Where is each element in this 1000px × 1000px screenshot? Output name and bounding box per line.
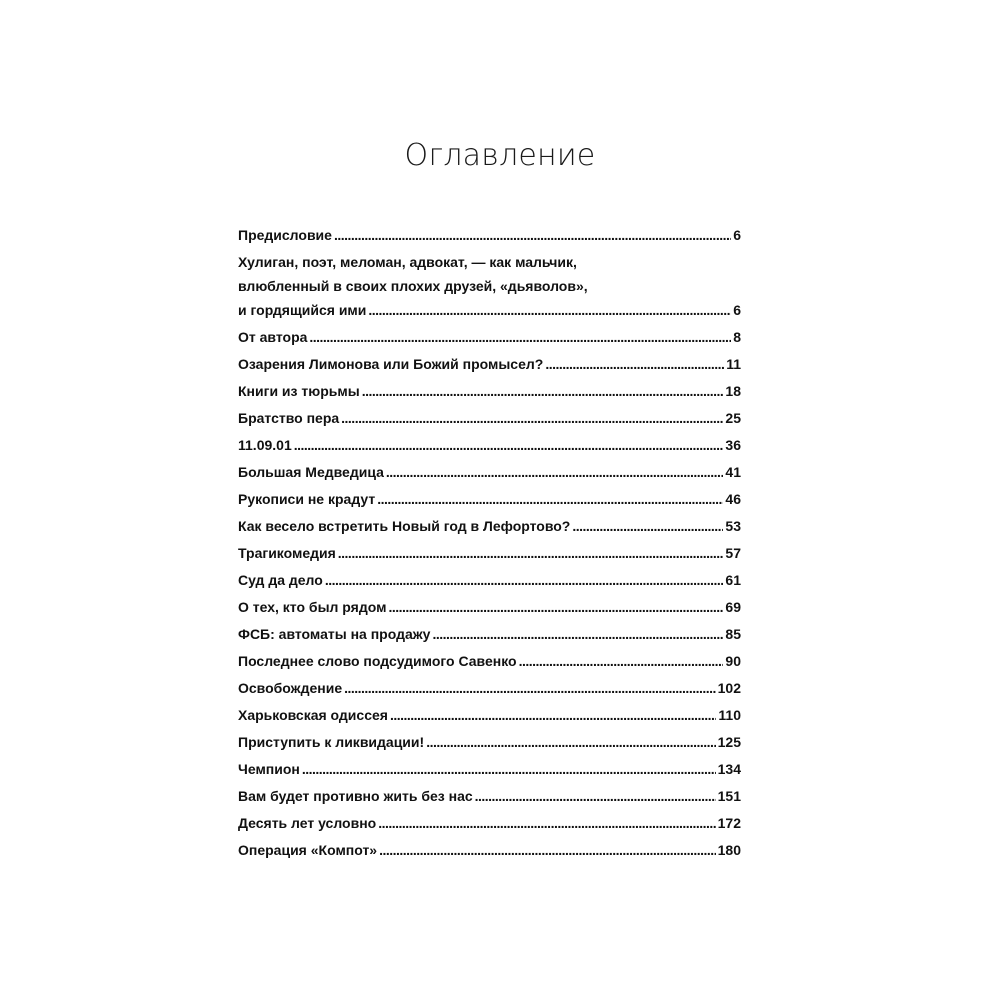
toc-dot-leader: [377, 487, 723, 511]
toc-entry-page: 8: [733, 329, 741, 345]
toc-entry: [238, 622, 741, 646]
toc-dot-leader: [572, 514, 723, 538]
toc-entry-page: 110: [718, 707, 741, 723]
toc-entry-title: Как весело встретить Новый год в Лефортово?: [238, 518, 571, 534]
toc-entry-title: 11.09.01: [238, 437, 292, 453]
toc-dot-leader: [341, 406, 723, 430]
toc-dot-leader: [545, 352, 724, 376]
toc-entry-title: Десять лет условно: [238, 815, 377, 831]
toc-entry: [238, 676, 741, 700]
toc-dot-leader: [519, 649, 724, 673]
toc-entry-page: 6: [733, 302, 741, 318]
toc-entry-page: 18: [725, 383, 741, 399]
toc-entry: [238, 325, 741, 349]
table-of-contents: [238, 223, 741, 865]
toc-dot-leader: [386, 460, 724, 484]
toc-entry: [238, 514, 741, 538]
toc-entry-page: 61: [725, 572, 741, 588]
toc-entry-title: Чемпион: [238, 761, 300, 777]
toc-entry-page: 25: [725, 410, 741, 426]
toc-entry: [238, 595, 741, 619]
toc-dot-leader: [309, 325, 731, 349]
toc-entry-title: Харьковская одиссея: [238, 707, 388, 723]
toc-dot-leader: [426, 730, 715, 754]
page-title: Оглавление: [404, 138, 596, 174]
toc-entry: [238, 352, 741, 376]
toc-entry-title: Трагикомедия: [238, 545, 336, 561]
toc-entry-title: ФСБ: автоматы на продажу: [238, 626, 431, 642]
toc-entry: [238, 487, 741, 511]
toc-entry-page: 172: [717, 815, 741, 831]
toc-entry-page: 134: [717, 761, 741, 777]
toc-dot-leader: [388, 595, 723, 619]
toc-entry: [238, 433, 741, 457]
toc-dot-leader: [334, 223, 731, 247]
toc-dot-leader: [475, 784, 716, 808]
toc-entry-page: 6: [733, 227, 741, 243]
toc-entry-page: 57: [725, 545, 741, 561]
toc-entry-title: Озарения Лимонова или Божий промысел?: [238, 356, 544, 372]
toc-entry-page: 125: [717, 734, 741, 750]
toc-entry-page: 90: [725, 653, 741, 669]
toc-entry: [238, 406, 741, 430]
toc-entry-title: Братство пера: [238, 410, 340, 426]
toc-dot-leader: [362, 379, 724, 403]
toc-entry: [238, 649, 741, 673]
toc-dot-leader: [368, 298, 731, 322]
toc-entry-page: 53: [725, 518, 741, 534]
toc-entry-title-line: Хулиган, поэт, меломан, адвокат, — как мальчик,: [238, 254, 577, 270]
toc-entry-title: Предисловие: [238, 227, 332, 243]
toc-entry-title: Последнее слово подсудимого Савенко: [238, 653, 517, 669]
toc-entry-title: Освобождение: [238, 680, 343, 696]
toc-entry-title-line: и гордящийся ими: [238, 302, 367, 318]
toc-entry: [238, 703, 741, 727]
toc-entry-title: Книги из тюрьмы: [238, 383, 360, 399]
toc-entry-page: 102: [717, 680, 741, 696]
toc-dot-leader: [432, 622, 723, 646]
toc-entry-page: 85: [725, 626, 741, 642]
toc-entry: [238, 811, 741, 835]
toc-entry-title: От автора: [238, 329, 308, 345]
toc-dot-leader: [379, 838, 716, 862]
toc-dot-leader: [390, 703, 716, 727]
toc-dot-leader: [338, 541, 724, 565]
toc-dot-leader: [344, 676, 716, 700]
toc-entry: [238, 838, 741, 862]
toc-entry: [238, 223, 741, 247]
toc-entry-page: 180: [717, 842, 741, 858]
toc-entry-page: 46: [725, 491, 741, 507]
toc-entry-title: Приступить к ликвидации!: [238, 734, 425, 750]
toc-entry-title: Операция «Компот»: [238, 842, 378, 858]
toc-entry: [238, 460, 741, 484]
toc-entry-title: Суд да дело: [238, 572, 323, 588]
toc-dot-leader: [302, 757, 716, 781]
toc-dot-leader: [294, 433, 724, 457]
toc-entry-title: О тех, кто был рядом: [238, 599, 387, 615]
toc-entry: [238, 784, 741, 808]
toc-entry: [238, 757, 741, 781]
toc-entry: [238, 730, 741, 754]
toc-entry: [238, 379, 741, 403]
toc-dot-leader: [325, 568, 724, 592]
toc-entry-title: Большая Медведица: [238, 464, 384, 480]
toc-entry-page: 41: [725, 464, 741, 480]
toc-entry-page: 11: [726, 356, 741, 372]
toc-entry: [238, 250, 741, 322]
toc-entry-title: Рукописи не крадут: [238, 491, 376, 507]
toc-entry-title: Вам будет противно жить без нас: [238, 788, 473, 804]
toc-dot-leader: [378, 811, 715, 835]
toc-entry-title-line: влюбленный в своих плохих друзей, «дьяволов»,: [238, 278, 588, 294]
toc-entry: [238, 541, 741, 565]
toc-entry-page: 151: [717, 788, 741, 804]
toc-entry-page: 69: [725, 599, 741, 615]
toc-entry-page: 36: [725, 437, 741, 453]
toc-entry: [238, 568, 741, 592]
